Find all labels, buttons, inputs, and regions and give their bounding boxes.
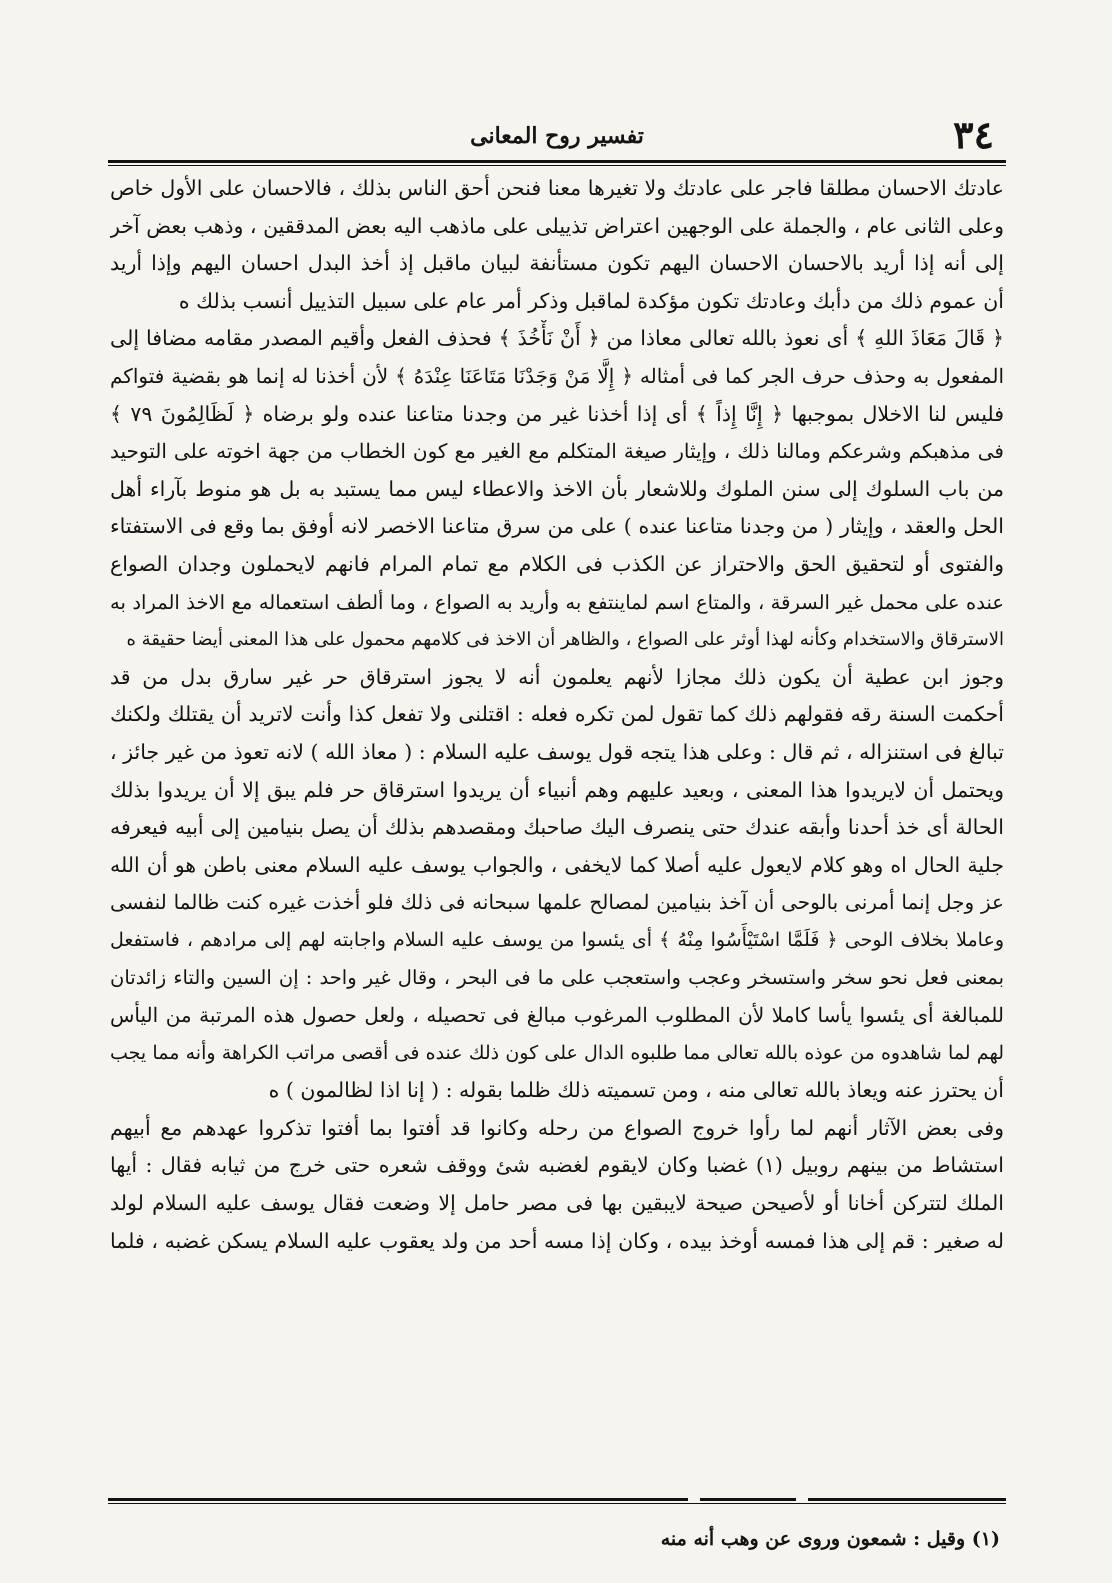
text-line: عادتك الاحسان مطلقا فاجر على عادتك ولا تغيرها معنا فنحن أحق الناس بذلك ، فالاحسان على الأول خاص [110, 176, 1004, 200]
running-title: تفسير روح المعانى [470, 123, 644, 149]
text-line: من باب السلوك إلى سنن الملوك وللاشعار بأن الاخذ والاعطاء ليس مما يستبد به بل هو منوط بآراء أهل [110, 476, 1004, 501]
text-line: ﴿ قَالَ مَعَاذَ اللهِ ﴾ أى نعوذ بالله تعالى معاذا من ﴿ أَنْ نَأْخُذَ ﴾ فحذف الفعل وأقيم المصدر مقامه مضافا إلى [110, 326, 1004, 351]
text-line: أن يحترز عنه ويعاذ بالله تعالى منه ، ومن تسميته ذلك ظلما بقوله : ( إنا اذا لظالمون ) ه [268, 1078, 1004, 1103]
text-line: وعاملا بخلاف الوحى ﴿ فَلَمَّا اسْتَيْأَسُوا مِنْهُ ﴾ أى يئسوا من يوسف عليه السلام واجابته لهم إلى مرادهم ، فاستفعل [110, 928, 1004, 951]
text-line: والفتوى أو لتحقيق الحق والاحتراز عن الكذب فى الكلام مع تمام المرام فانهم لايحملون وجدان الصواع [110, 551, 1004, 576]
text-line: فليس لنا الاخلال بموجبها ﴿ إِنَّا إِذاً ﴾ أى إذا أخذنا غير من وجدنا متاعنا عنده ولو برضاه ﴿ لَظَالِمُونَ ٧٩ ﴾ [110, 401, 1004, 426]
footnote-rule [108, 1498, 1006, 1508]
body-text [110, 170, 1004, 1260]
text-line: وفى بعض الآثار أنهم لما رأوا خروج الصواع من رحله وكانوا قد أفتوا بما أفتوا تذكروا عهدهم مع أبيهم [110, 1115, 1004, 1140]
text-line: الحالة أى خذ أحدنا وأبقه عندك حتى ينصرف اليك صاحبك ومقصدهم بذلك أن يصل بنيامين إلى أبيه فيعرفه [110, 815, 1004, 840]
text-line: جلية الحال اه وهو كلام لايعول عليه أصلا كما لايخفى ، والجواب يوسف عليه السلام معنى باطن هو أن الله [110, 852, 1004, 877]
header-rule [108, 160, 1006, 166]
text-line: له صغير : قم إلى هذا فمسه أوخذ بيده ، وكان إذا مسه أحد من ولد يعقوب عليه السلام يسكن غضبه ، فلما [110, 1228, 1004, 1253]
text-line: للمبالغة أى يئسوا يأسا كاملا لأن المطلوب المرغوب مبالغ فى تحصيله ، ولعل حصول هذه المرتبة من اليأس [110, 1003, 1004, 1028]
text-line: الملك لتتركن أخانا أو لأصيحن صيحة لايبقين بها فى مصر حامل إلا وضعت فقال يوسف عليه السلام لولد [110, 1191, 1004, 1216]
text-line: تبالغ فى استنزاله ، ثم قال : وعلى هذا يتجه قول يوسف عليه السلام : ( معاذ الله ) لانه تعوذ من غير جائز ، [110, 739, 1004, 764]
text-line: وجوز ابن عطية أن يكون ذلك مجازا لأنهم يعلمون أنه لا يجوز استرقاق حر غير سارق بدل من قد [110, 664, 1004, 689]
text-line: الاسترقاق والاستخدام وكأنه لهذا أوثر على الصواع ، والظاهر أن الاخذ فى كلامهم محمول على هذا المعنى أيضا حقيقة ه [126, 629, 1004, 651]
text-line: عنده على محمل غير السرقة ، والمتاع اسم لماينتفع به وأريد به الصواع ، وما ألطف استعماله مع الاخذ المراد به [110, 590, 1004, 614]
text-line: لهم لما شاهدوه من عوذه بالله تعالى مما طلبوه الدال على كون ذلك عنده فى أقصى مراتب الكراهة وأنه مما يجب [110, 1041, 1004, 1064]
text-line: إلى أنه إذا أريد بالاحسان الاحسان اليهم تكون مستأنفة لبيان ماقبل إذ أخذ البدل احسان اليهم وإذا أريد [110, 251, 1004, 276]
text-line: أحكمت السنة رقه فقولهم ذلك كما تقول لمن تكره فعله : اقتلنى ولا تفعل كذا وأنت لاتريد أن يقتلك ولكنك [110, 702, 1004, 727]
page-header [112, 112, 1002, 158]
text-line: بمعنى فعل نحو سخر واستسخر وعجب واستعجب على ما فى البحر ، وقال غير واحد : إن السين والتاء زائدتان [110, 966, 1004, 990]
text-line: المفعول به وحذف حرف الجر كما فى أمثاله ﴿ إِلَّا مَنْ وَجَدْنَا مَتَاعَنَا عِنْدَهُ ﴾ لأن أخذنا له إنما هو بقضية فتواكم [110, 363, 1004, 388]
text-line: أن عموم ذلك من دأبك وعادتك تكون مؤكدة لماقبل وذكر أمر عام على سبيل التذييل أنسب بذلك ه [178, 288, 1004, 313]
text-line: فى مذهبكم وشرعكم ومالنا ذلك ، وإيثار صيغة المتكلم مع الغير مع كون الخطاب من جهة اخوته على التوحيد [110, 439, 1004, 464]
text-line: عز وجل إنما أمرنى بالوحى أن آخذ بنيامين لمصالح علمها سبحانه فى ذلك فلو أخذت غيره كنت ظالما لنفسى [110, 890, 1004, 915]
text-line: ويحتمل أن لايريدوا هذا المعنى ، وبعيد عليهم وهم أنبياء أن يريدوا استرقاق حر فلم يبق إلا أن يريدوا بذلك [110, 777, 1004, 802]
text-line: الحل والعقد ، وإيثار ( من وجدنا متاعنا عنده ) على من سرق متاعنا الاخصر لانه أوفق بما وقع فى الاستفتاء [110, 514, 1004, 539]
text-line: استشاط من بينهم روبيل (١) غضبا وكان لايقوم لغضبه شئ ووقف شعره حتى خرج من ثيابه فقال : أيها [110, 1153, 1004, 1178]
footnote: (١) وقيل : شمعون وروى عن وهب أنه منه [660, 1528, 1000, 1550]
page-number: ٣٤ [953, 112, 994, 157]
text-line: وعلى الثانى عام ، والجملة على الوجهين اعتراض تذييلى على ماذهب اليه بعض المدققين ، وذهب بعض آخر [110, 213, 1004, 238]
